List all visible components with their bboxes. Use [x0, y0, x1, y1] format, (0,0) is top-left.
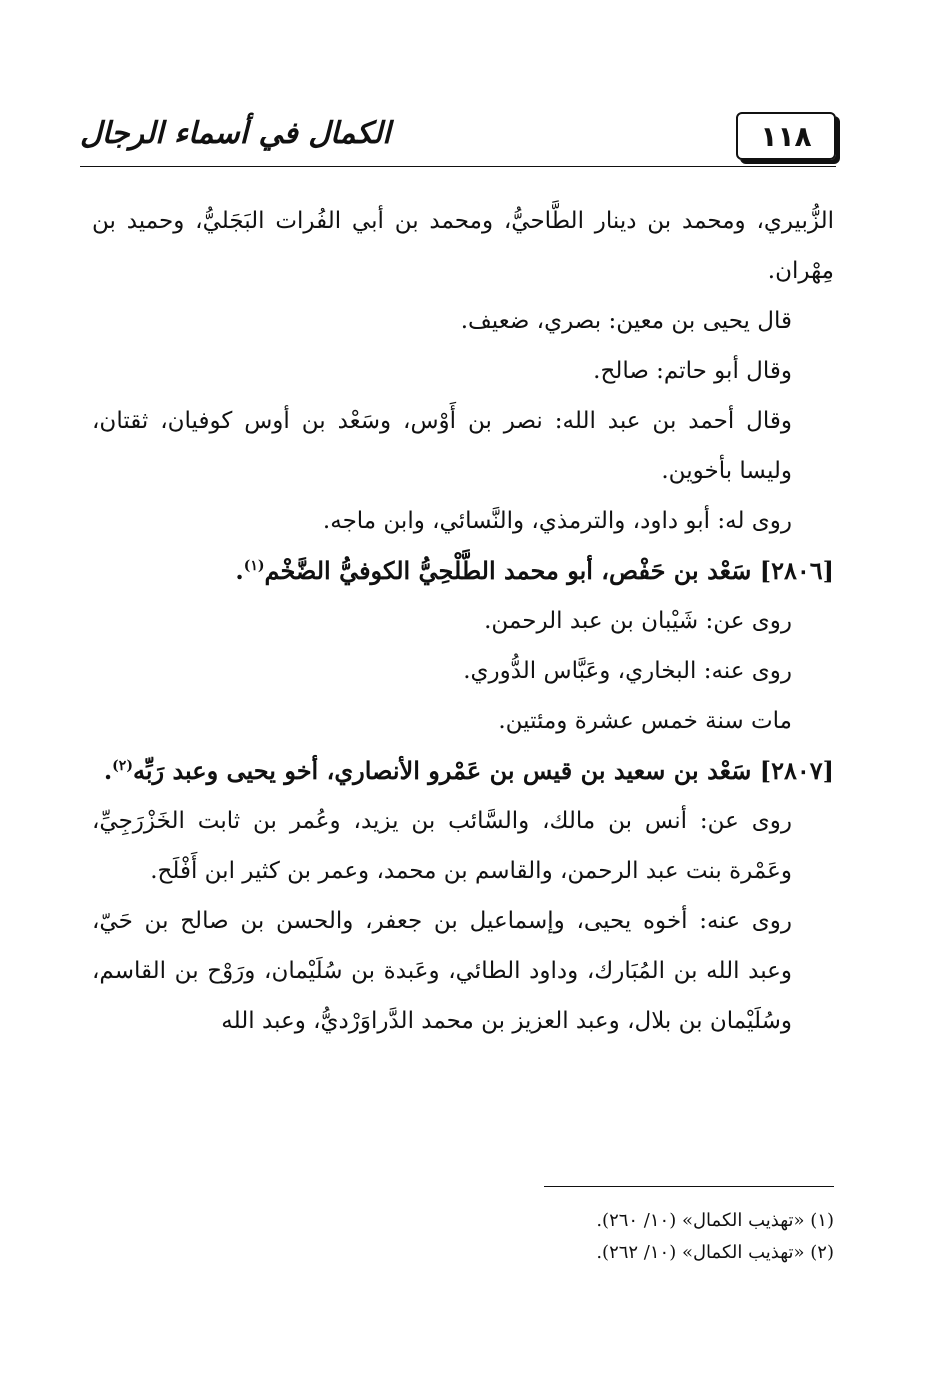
entry-title: سَعْد بن سعيد بن قيس بن عَمْرو الأنصاري، أخو يحيى وعبد رَبِّه	[132, 756, 752, 785]
entry-title: سَعْد بن حَفْص، أبو محمد الطَّلْحِيُّ الكوفيُّ الضَّخْم	[264, 556, 752, 585]
entry-heading: [٢٨٠٧] سَعْد بن سعيد بن قيس بن عَمْرو الأنصاري، أخو يحيى وعبد رَبِّه$^{(٢)}$.	[103, 756, 834, 785]
page-header	[80, 112, 836, 170]
paragraph: روى عن: أنس بن مالك، والسَّائب بن يزيد، وعُمر بن ثابت الخَزْرَجِيِّ، وعَمْرة بنت عبد الرحمن، والقاسم بن محمد، وعمر بن كثير ابن أَفْلَح.	[92, 808, 792, 884]
entry-number: [٢٨٠٧]	[759, 756, 834, 785]
paragraph: وقال أبو حاتم: صالح.	[593, 358, 792, 384]
paragraph: قال يحيى بن معين: بصري، ضعيف.	[460, 308, 792, 334]
entry-line: روى عنه: البخاري، وعَبَّاس الدُّوري.	[463, 658, 792, 684]
footnote-ref: (٢)	[112, 758, 133, 774]
header-divider	[80, 166, 836, 167]
footnote: (٢) «تهذيب الكمال» (١٠/ ٢٦٢).	[596, 1242, 834, 1263]
paragraph: روى عنه: أخوه يحيى، وإسماعيل بن جعفر، والحسن بن صالح بن حَيّ، وعبد الله بن المُبَارك، وداود الطائي، وعَبدة بن سُلَيْمان، ورَوْح بن القاسم، وسُلَيْمان بن بلال، وعبد العزيز بن محمد الدَّراوَرْديُّ، وعبد الله	[92, 908, 792, 1034]
entry-line: مات سنة خمس عشرة ومئتين.	[498, 708, 792, 734]
footnote-divider	[544, 1186, 834, 1187]
footnote: (١) «تهذيب الكمال» (١٠/ ٢٦٠).	[596, 1210, 834, 1231]
page-number: ١١٨	[736, 112, 836, 160]
entry-line: روى عن: شَيْبان بن عبد الرحمن.	[484, 608, 792, 634]
entry-heading: [٢٨٠٦] سَعْد بن حَفْص، أبو محمد الطَّلْحِيُّ الكوفيُّ الضَّخْم$^{(١)}$.	[235, 556, 834, 585]
paragraph: وقال أحمد بن عبد الله: نصر بن أَوْس، وسَعْد بن أوس كوفيان، ثقتان، وليسا بأخوين.	[92, 408, 792, 484]
entry-number: [٢٨٠٦]	[759, 556, 834, 585]
footnotes	[92, 1205, 834, 1269]
book-title: الكمال في أسماء الرجال	[80, 116, 391, 151]
page-body	[92, 196, 834, 1046]
paragraph: الزُّبيري، ومحمد بن دينار الطَّاحيُّ، ومحمد بن أبي الفُرات البَجَليُّ، وحميد بن مِهْران.	[92, 208, 834, 284]
footnote-ref: (١)	[243, 558, 265, 574]
paragraph: روى له: أبو داود، والترمذي، والنَّسائي، وابن ماجه.	[322, 508, 792, 534]
